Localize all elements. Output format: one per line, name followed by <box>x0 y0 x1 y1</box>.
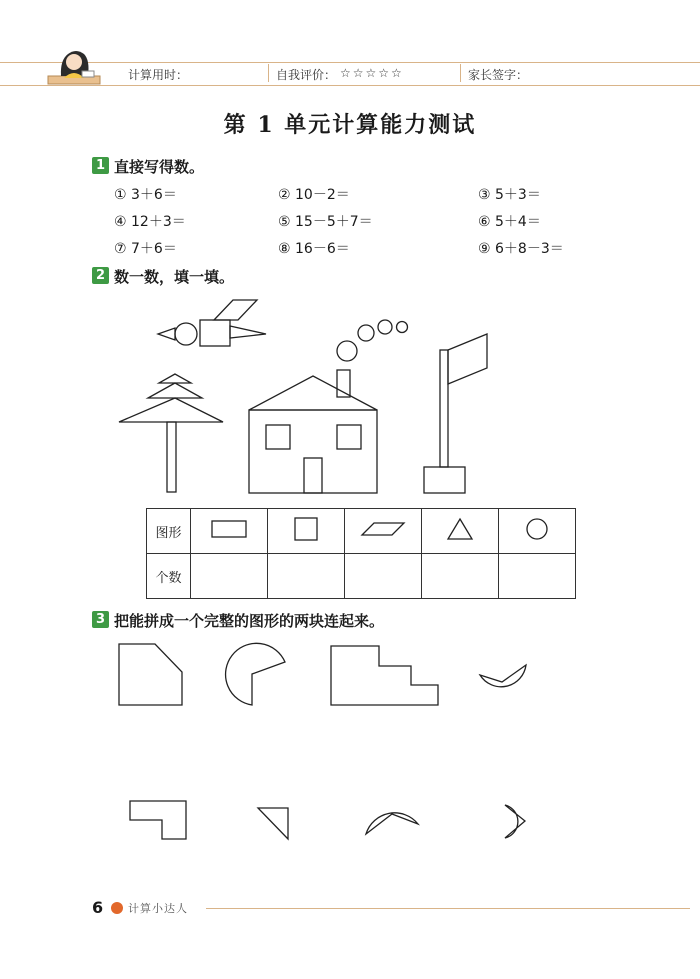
problem-item: ⑦ 7＋6＝ <box>114 241 177 257</box>
house-figure <box>249 320 408 493</box>
piece-top-1[interactable] <box>119 644 182 705</box>
page-number: 6 <box>92 898 104 917</box>
table-shape-circle <box>499 509 576 554</box>
series-label: 计算小达人 <box>128 902 188 915</box>
count-table <box>146 508 576 599</box>
problem-item: ⑨ 6＋8－3＝ <box>478 241 564 257</box>
section2-number-badge: 2 <box>92 267 109 284</box>
shapes-picture <box>0 290 700 500</box>
count-cell[interactable] <box>345 554 422 599</box>
time-used-label: 计算用时： <box>128 68 189 82</box>
section2-label: 数一数，填一填。 <box>114 268 235 286</box>
parent-sign-label: 家长签字： <box>468 68 529 82</box>
table-row-header-count: 个数 <box>147 554 191 599</box>
problem-item: ⑥ 5＋4＝ <box>478 214 541 230</box>
count-cell[interactable] <box>191 554 268 599</box>
count-cell[interactable] <box>422 554 499 599</box>
bullet-icon <box>111 902 123 914</box>
problem-item: ⑧ 16－6＝ <box>278 241 350 257</box>
student-mascot-icon <box>44 40 104 88</box>
table-shape-square <box>268 509 345 554</box>
table-shape-triangle <box>422 509 499 554</box>
count-cell[interactable] <box>499 554 576 599</box>
section3-number-badge: 3 <box>92 611 109 628</box>
count-cell[interactable] <box>268 554 345 599</box>
piece-bottom-4[interactable] <box>505 805 525 838</box>
tree-figure <box>119 374 223 492</box>
puzzle-pieces <box>0 630 700 850</box>
self-eval-label: 自我评价： <box>276 68 337 82</box>
problem-item: ① 3＋6＝ <box>114 187 177 203</box>
section1-label: 直接写得数。 <box>114 158 205 176</box>
piece-top-3[interactable] <box>331 646 438 705</box>
page-title: 第 1 单元计算能力测试 <box>223 112 477 138</box>
piece-top-4[interactable] <box>480 665 526 687</box>
problem-item: ⑤ 15－5＋7＝ <box>278 214 373 230</box>
table-shape-parallelogram <box>345 509 422 554</box>
section3-label: 把能拼成一个完整的图形的两块连起来。 <box>114 612 385 630</box>
table-shape-rectangle <box>191 509 268 554</box>
self-eval-stars[interactable]: ☆☆☆☆☆ <box>340 66 404 80</box>
table-row-header-shapes: 图形 <box>147 509 191 554</box>
piece-bottom-3[interactable] <box>366 813 418 834</box>
piece-top-2[interactable] <box>226 643 285 705</box>
problem-item: ④ 12＋3＝ <box>114 214 186 230</box>
section1-number-badge: 1 <box>92 157 109 174</box>
problem-item: ③ 5＋3＝ <box>478 187 541 203</box>
piece-bottom-1[interactable] <box>130 801 186 839</box>
flag-figure <box>424 334 487 493</box>
bird-figure <box>158 300 266 346</box>
problem-item: ② 10－2＝ <box>278 187 350 203</box>
piece-bottom-2[interactable] <box>258 808 288 839</box>
footer-rule <box>206 908 690 909</box>
